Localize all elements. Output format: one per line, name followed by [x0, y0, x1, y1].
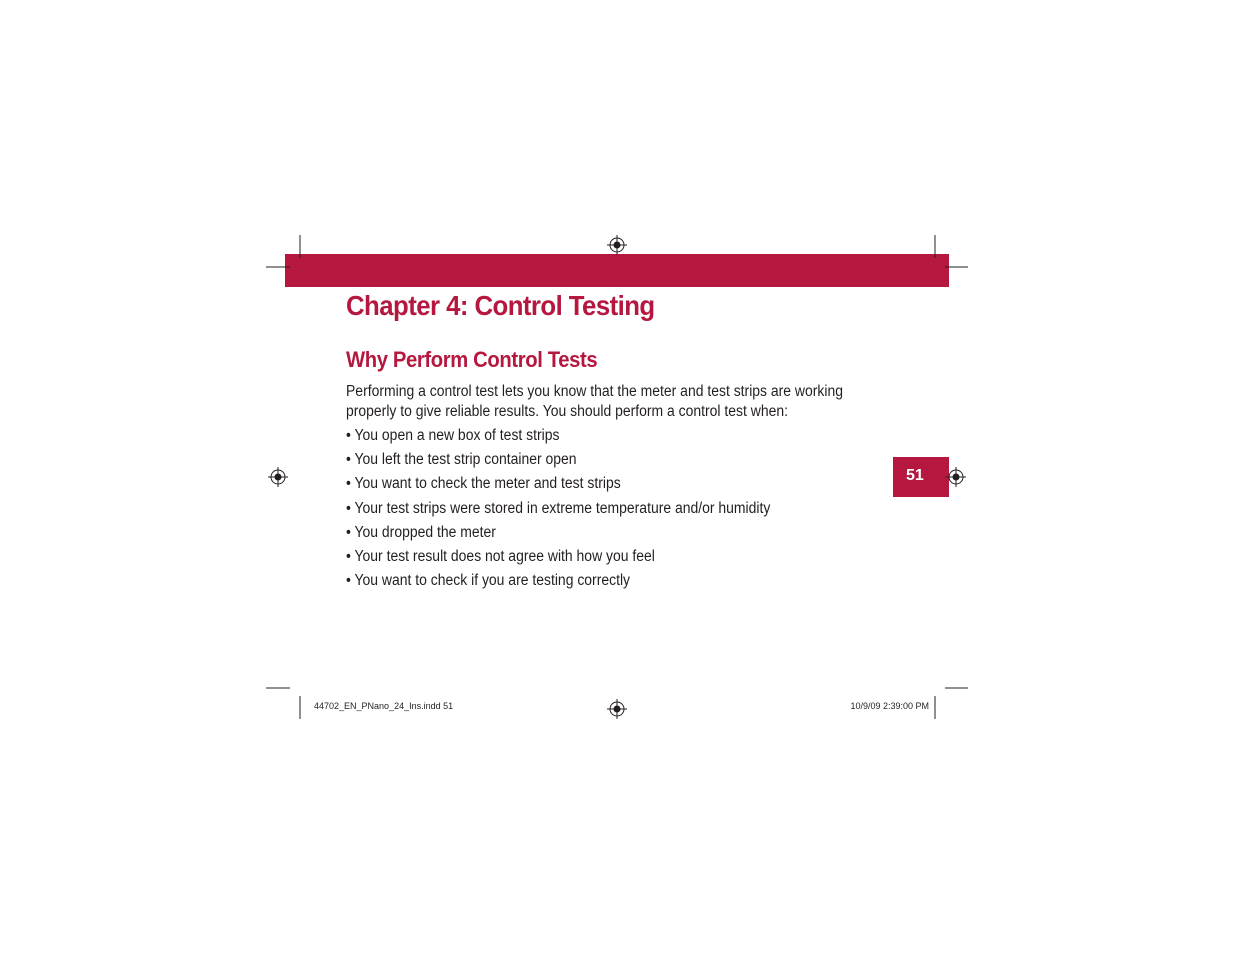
page-number: 51 [906, 467, 924, 484]
list-item: • You dropped the meter [346, 523, 496, 541]
chapter-title: Chapter 4: Control Testing [346, 290, 655, 321]
list-item: • You want to check the meter and test strips [346, 475, 621, 493]
page-number-tab [893, 457, 949, 497]
registration-mark-icon [607, 235, 627, 255]
footer-file-name: 44702_EN_PNano_24_Ins.indd 51 [314, 701, 454, 711]
footer-timestamp: 10/9/09 2:39:00 PM [850, 701, 929, 711]
list-item: • You want to check if you are testing correctly [346, 572, 631, 590]
registration-mark-icon [946, 467, 966, 487]
list-item: • Your test strips were stored in extreme temperature and/or humidity [346, 499, 771, 517]
list-item: • You open a new box of test strips [346, 427, 560, 444]
registration-mark-icon [607, 699, 627, 719]
section-title: Why Perform Control Tests [346, 347, 598, 372]
header-banner [285, 254, 949, 287]
intro-paragraph: Performing a control test lets you know that the meter and test strips are working properly to give reliable results. You should perform a control test when: [346, 383, 844, 420]
reasons-list [346, 426, 770, 595]
list-item: • You left the test strip container open [346, 451, 577, 469]
list-item: • Your test result does not agree with how you feel [346, 547, 655, 565]
registration-mark-icon [268, 467, 288, 487]
